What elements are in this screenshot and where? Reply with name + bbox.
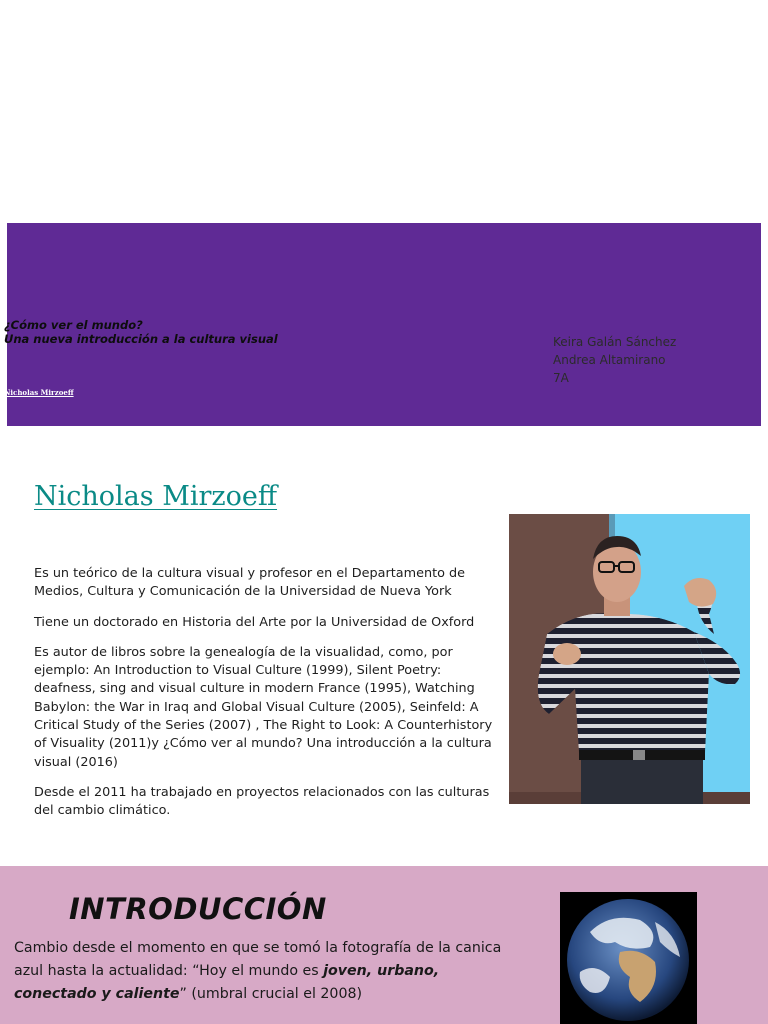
title-slide	[4, 223, 761, 426]
bio-paragraph: Desde el 2011 ha trabajado en proyectos relacionados con las culturas del cambio climático.	[34, 784, 490, 819]
bio-text	[34, 565, 496, 833]
intro-text	[14, 937, 514, 1006]
earth-photo	[560, 892, 697, 1024]
intro-slide	[0, 866, 768, 1024]
book-title-line1: ¿Cómo ver el mundo?	[4, 318, 143, 332]
author-photo	[509, 514, 750, 804]
book-title	[4, 318, 278, 346]
intro-text-part: Cambio desde el momento en que se tomó la fotografía de la canica azul hasta la actualidad: “Hoy el mundo es	[14, 940, 502, 979]
bio-heading-link[interactable]: Nicholas Mirzoeff	[34, 481, 278, 512]
intro-text-part: ” (umbral crucial el 2008)	[179, 986, 363, 1002]
student-name: Andrea Altamirano	[553, 353, 666, 367]
author-photo-illustration	[509, 514, 750, 804]
intro-heading: INTRODUCCIÓN	[69, 892, 327, 926]
class-group: 7A	[553, 371, 569, 385]
bio-paragraph: Es un teórico de la cultura visual y profesor en el Departamento de Medios, Cultura y Comunicación de la Universidad de Nueva York	[34, 566, 465, 600]
intro-text-emphasis: joven, urbano, conectado y caliente	[14, 963, 440, 1002]
student-name: Keira Galán Sánchez	[553, 335, 677, 349]
student-names	[553, 333, 676, 387]
bio-paragraph: Es autor de libros sobre la genealogía de la visualidad, como, por ejemplo: An Introduction to Visual Culture (1999), Silent Poetry: deafness, sing and visual culture in modern France (1995), Watching Babylon: the War in Iraq and Global Visual Culture (2005), Seinfeld: A Critical Study of the Series (2007) , The Right to Look: A Counterhistory of Visuality (2011)y ¿Cómo ver al mundo? Una introducción a la cultura visual (2016)	[34, 644, 493, 770]
author-link[interactable]: Nicholas Mirzoeff	[4, 388, 74, 397]
book-title-line2: Una nueva introducción a la cultura visual	[4, 332, 278, 346]
bio-paragraph: Tiene un doctorado en Historia del Arte por la Universidad de Oxford	[34, 614, 475, 630]
earth-illustration	[560, 892, 697, 1024]
